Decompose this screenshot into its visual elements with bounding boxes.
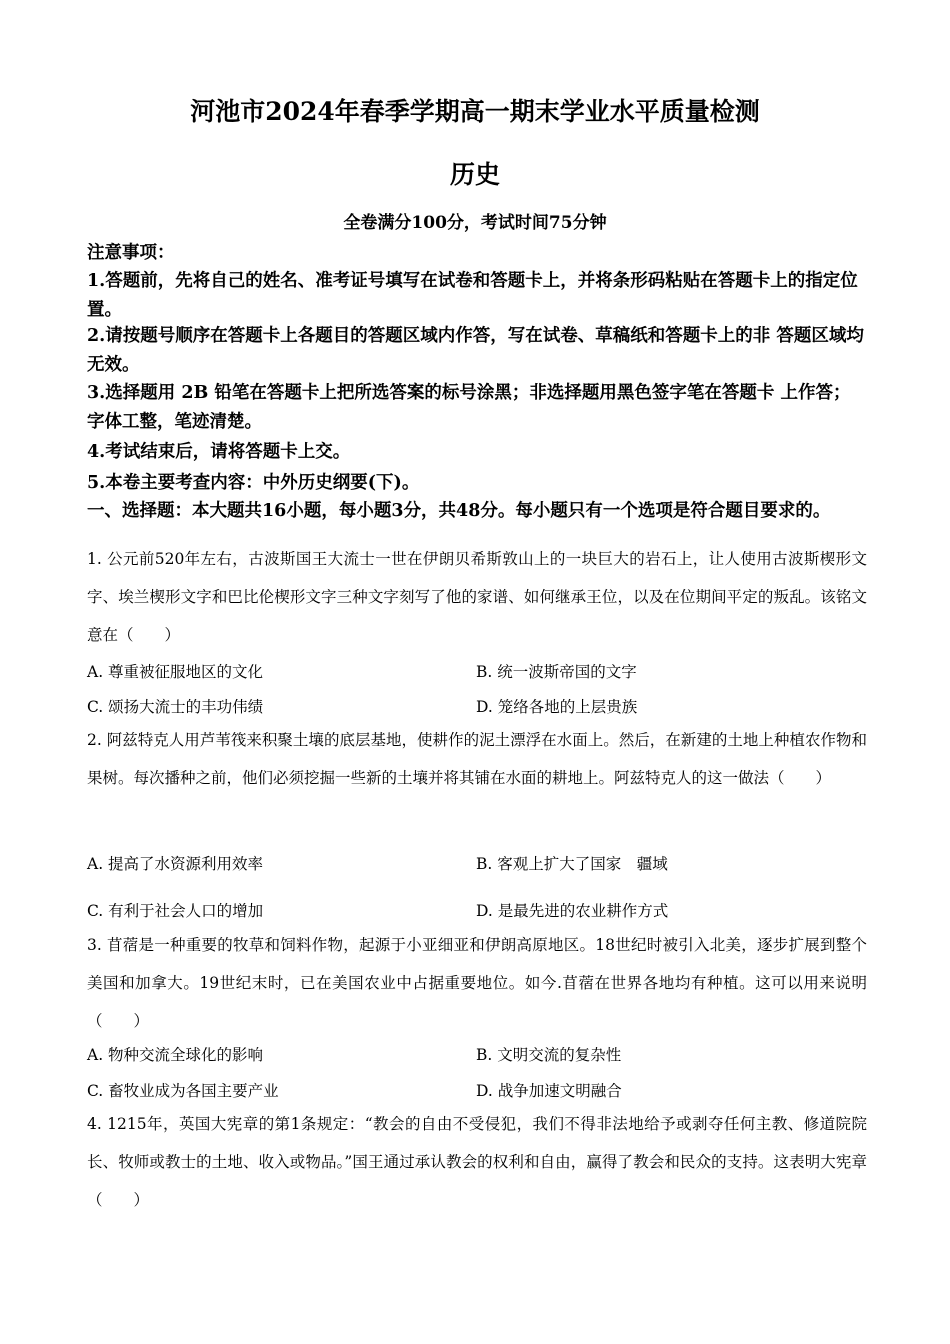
question-option: B. 客观上扩大了国家 疆域 (476, 855, 668, 873)
question-option: C. 有利于社会人口的增加 (87, 902, 264, 920)
question-option: D. 是最先进的农业耕作方式 (476, 902, 669, 920)
notice-heading: 注意事项： (87, 243, 175, 263)
question-stem: 1. 公元前520年左右，古波斯国王大流士一世在伊朗贝希斯敦山上的一块巨大的岩石上，让人使用古波斯楔形文字、埃兰楔形文字和巴比伦楔形文字三种文字刻写了他的家谱、如何继承王位，以及在位期间平定的叛乱。该铭文意在（ ） (87, 550, 867, 644)
question-option: A. 物种交流全球化的影响 (87, 1046, 264, 1064)
notice-item: 5.本卷主要考查内容：中外历史纲要(下)。 (87, 473, 420, 493)
notice-item: 3.选择题用 2B 铅笔在答题卡上把所选答案的标号涂黑；非选择题用黑色签字笔在答题卡 上作答；字体工整，笔迹清楚。 (87, 383, 851, 432)
question-option: D. 战争加速文明融合 (476, 1082, 622, 1100)
notice-item: 4.考试结束后，请将答题卡上交。 (87, 442, 351, 462)
section-heading: 一、选择题：本大题共16小题，每小题3分，共48分。每小题只有一个选项是符合题目要求的。 (87, 501, 831, 521)
notice-item: 1.答题前，先将自己的姓名、准考证号填写在试卷和答题卡上，并将条形码粘贴在答题卡上的指定位置。 (87, 271, 858, 320)
question-stem: 4. 1215年，英国大宪章的第1条规定：“教会的自由不受侵犯，我们不得非法地给予或剥夺任何主教、修道院院长、牧师或教士的土地、收入或物品。”国王通过承认教会的权利和自由，赢得了教会和民众的支持。这表明大宪章（ ） (87, 1115, 867, 1209)
question-stem: 3. 苜蓿是一种重要的牧草和饲料作物，起源于小亚细亚和伊朗高原地区。18世纪时被引入北美，逐步扩展到整个美国和加拿大。19世纪末时，已在美国农业中占据重要地位。如今.苜蓿在世界各地均有种植。这可以用来说明（ ） (87, 936, 867, 1030)
question-option: A. 尊重被征服地区的文化 (87, 663, 264, 681)
question-option: B. 统一波斯帝国的文字 (476, 663, 637, 681)
question-stem: 2. 阿兹特克人用芦苇筏来积聚土壤的底层基地，使耕作的泥土漂浮在水面上。然后，在新建的土地上种植农作物和果树。每次播种之前，他们必须挖掘一些新的土壤并将其铺在水面的耕地上。阿兹特克人的这一做法（ ） (87, 731, 867, 787)
question-option: B. 文明交流的复杂性 (476, 1046, 622, 1064)
question-option: C. 颂扬大流士的丰功伟绩 (87, 698, 264, 716)
question-option: D. 笼络各地的上层贵族 (476, 698, 638, 716)
exam-title: 河池市2024年春季学期高一期末学业水平质量检测 (190, 97, 760, 126)
question-option: A. 提高了水资源利用效率 (87, 855, 264, 873)
exam-meta: 全卷满分100分，考试时间75分钟 (343, 213, 607, 233)
notice-item: 2.请按题号顺序在答题卡上各题目的答题区域内作答，写在试卷、草稿纸和答题卡上的非 答题区域均无效。 (87, 326, 864, 375)
subject-title: 历史 (449, 160, 500, 189)
question-option: C. 畜牧业成为各国主要产业 (87, 1082, 279, 1100)
